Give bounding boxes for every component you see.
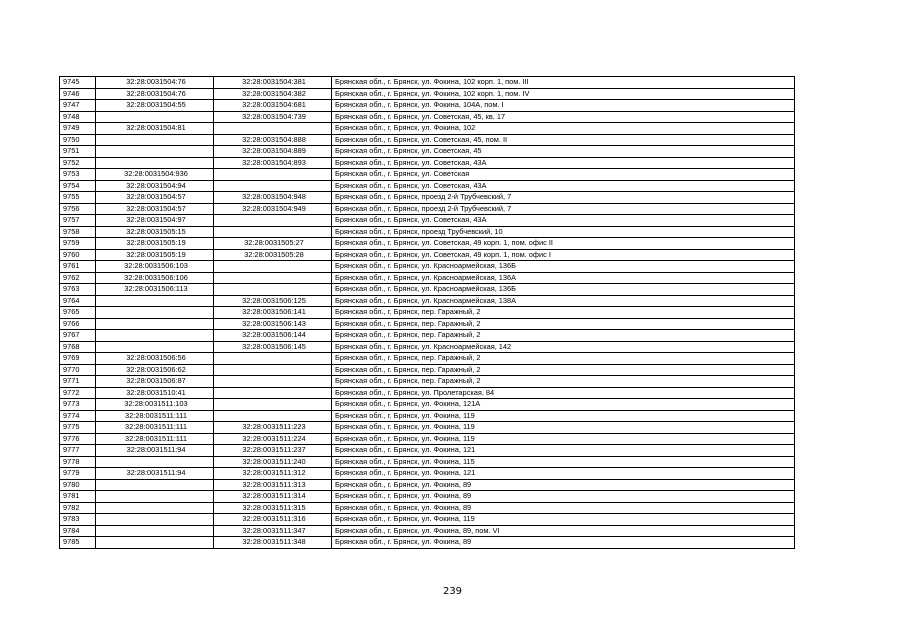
cadastral-number-cell: 32:28:0031504:57 [96,203,214,215]
row-number-cell: 9763 [60,284,96,296]
address-cell: Брянская обл., г. Брянск, ул. Красноармейская, 142 [332,341,795,353]
table-row [60,468,795,480]
row-number-cell: 9746 [60,88,96,100]
table-row [60,272,795,284]
cadastral-number-cell: 32:28:0031504:97 [96,215,214,227]
table-row [60,180,795,192]
cadastral-number-cell: 32:28:0031504:81 [96,123,214,135]
object-cadastral-number-cell: 32:28:0031504:382 [214,88,332,100]
cadastral-number-cell [96,491,214,503]
cadastral-number-cell [96,456,214,468]
cadastral-number-cell: 32:28:0031504:57 [96,192,214,204]
row-number-cell: 9761 [60,261,96,273]
row-number-cell: 9762 [60,272,96,284]
address-cell: Брянская обл., г. Брянск, ул. Фокина, 89 [332,479,795,491]
address-cell: Брянская обл., г. Брянск, проезд Трубчевский, 10 [332,226,795,238]
object-cadastral-number-cell [214,364,332,376]
cadastral-table [59,76,795,549]
cadastral-number-cell: 32:28:0031506:113 [96,284,214,296]
cadastral-number-cell: 32:28:0031511:111 [96,433,214,445]
table-row [60,157,795,169]
table-row [60,111,795,123]
row-number-cell: 9773 [60,399,96,411]
object-cadastral-number-cell: 32:28:0031506:125 [214,295,332,307]
object-cadastral-number-cell [214,353,332,365]
object-cadastral-number-cell [214,410,332,422]
row-number-cell: 9754 [60,180,96,192]
row-number-cell: 9753 [60,169,96,181]
row-number-cell: 9768 [60,341,96,353]
object-cadastral-number-cell: 32:28:0031511:223 [214,422,332,434]
row-number-cell: 9775 [60,422,96,434]
table-row [60,215,795,227]
row-number-cell: 9757 [60,215,96,227]
table-row [60,100,795,112]
object-cadastral-number-cell [214,284,332,296]
row-number-cell: 9747 [60,100,96,112]
table-row [60,226,795,238]
cadastral-number-cell: 32:28:0031504:76 [96,77,214,89]
cadastral-number-cell [96,111,214,123]
table-row [60,399,795,411]
table-row [60,445,795,457]
row-number-cell: 9764 [60,295,96,307]
table-row [60,203,795,215]
address-cell: Брянская обл., г. Брянск, ул. Советская, 45, пом. II [332,134,795,146]
address-cell: Брянская обл., г. Брянск, ул. Советская, 45 [332,146,795,158]
address-cell: Брянская обл., г. Брянск, ул. Советская, 43А [332,157,795,169]
object-cadastral-number-cell: 32:28:0031504:889 [214,146,332,158]
address-cell: Брянская обл., г. Брянск, ул. Советская [332,169,795,181]
address-cell: Брянская обл., г. Брянск, ул. Красноармейская, 136А [332,272,795,284]
address-cell: Брянская обл., г. Брянск, ул. Пролетарская, 84 [332,387,795,399]
table-row [60,387,795,399]
cadastral-number-cell [96,318,214,330]
row-number-cell: 9785 [60,537,96,549]
cadastral-number-cell: 32:28:0031506:56 [96,353,214,365]
row-number-cell: 9780 [60,479,96,491]
cadastral-number-cell [96,330,214,342]
address-cell: Брянская обл., г. Брянск, ул. Фокина, 102 корп. 1, пом. III [332,77,795,89]
object-cadastral-number-cell: 32:28:0031511:316 [214,514,332,526]
row-number-cell: 9756 [60,203,96,215]
row-number-cell: 9769 [60,353,96,365]
table-row [60,502,795,514]
table-row [60,537,795,549]
cadastral-number-cell [96,537,214,549]
address-cell: Брянская обл., г. Брянск, ул. Фокина, 102 [332,123,795,135]
object-cadastral-number-cell [214,272,332,284]
row-number-cell: 9745 [60,77,96,89]
table-row [60,479,795,491]
cadastral-number-cell: 32:28:0031505:19 [96,249,214,261]
cadastral-number-cell: 32:28:0031504:936 [96,169,214,181]
table-row [60,422,795,434]
row-number-cell: 9777 [60,445,96,457]
object-cadastral-number-cell: 32:28:0031504:949 [214,203,332,215]
table-body [60,77,795,549]
cadastral-number-cell: 32:28:0031505:19 [96,238,214,250]
object-cadastral-number-cell: 32:28:0031511:312 [214,468,332,480]
cadastral-number-cell: 32:28:0031506:62 [96,364,214,376]
table-row [60,525,795,537]
row-number-cell: 9748 [60,111,96,123]
address-cell: Брянская обл., г. Брянск, пер. Гаражный, 2 [332,307,795,319]
cadastral-number-cell [96,502,214,514]
table-row [60,433,795,445]
table-row [60,146,795,158]
table-row [60,261,795,273]
table-row [60,192,795,204]
table-row [60,376,795,388]
table-row [60,88,795,100]
address-cell: Брянская обл., г. Брянск, ул. Советская, 43А [332,180,795,192]
table-row [60,514,795,526]
cadastral-number-cell [96,525,214,537]
address-cell: Брянская обл., г. Брянск, пер. Гаражный, 2 [332,330,795,342]
table-row [60,491,795,503]
object-cadastral-number-cell: 32:28:0031505:28 [214,249,332,261]
cadastral-number-cell: 32:28:0031511:94 [96,445,214,457]
cadastral-number-cell: 32:28:0031511:94 [96,468,214,480]
address-cell: Брянская обл., г. Брянск, ул. Фокина, 102 корп. 1, пом. IV [332,88,795,100]
row-number-cell: 9750 [60,134,96,146]
table-row [60,249,795,261]
address-cell: Брянская обл., г. Брянск, пер. Гаражный, 2 [332,353,795,365]
object-cadastral-number-cell: 32:28:0031511:314 [214,491,332,503]
row-number-cell: 9751 [60,146,96,158]
cadastral-number-cell: 32:28:0031505:15 [96,226,214,238]
row-number-cell: 9774 [60,410,96,422]
table-row [60,284,795,296]
row-number-cell: 9779 [60,468,96,480]
object-cadastral-number-cell: 32:28:0031511:240 [214,456,332,468]
address-cell: Брянская обл., г. Брянск, ул. Фокина, 121 [332,468,795,480]
row-number-cell: 9759 [60,238,96,250]
object-cadastral-number-cell: 32:28:0031511:315 [214,502,332,514]
table-row [60,295,795,307]
row-number-cell: 9784 [60,525,96,537]
table-row [60,330,795,342]
row-number-cell: 9766 [60,318,96,330]
address-cell: Брянская обл., г. Брянск, ул. Советская, 45, кв. 17 [332,111,795,123]
cadastral-number-cell: 32:28:0031511:103 [96,399,214,411]
cadastral-number-cell [96,341,214,353]
object-cadastral-number-cell [214,215,332,227]
row-number-cell: 9778 [60,456,96,468]
row-number-cell: 9770 [60,364,96,376]
cadastral-number-cell: 32:28:0031504:94 [96,180,214,192]
address-cell: Брянская обл., г. Брянск, ул. Красноармейская, 136Б [332,284,795,296]
object-cadastral-number-cell [214,387,332,399]
address-cell: Брянская обл., г. Брянск, ул. Фокина, 115 [332,456,795,468]
object-cadastral-number-cell: 32:28:0031504:948 [214,192,332,204]
object-cadastral-number-cell: 32:28:0031506:143 [214,318,332,330]
table-row [60,307,795,319]
row-number-cell: 9783 [60,514,96,526]
cadastral-number-cell [96,514,214,526]
table-row [60,318,795,330]
cadastral-number-cell: 32:28:0031506:103 [96,261,214,273]
row-number-cell: 9755 [60,192,96,204]
object-cadastral-number-cell [214,261,332,273]
table-row [60,353,795,365]
address-cell: Брянская обл., г. Брянск, ул. Фокина, 121А [332,399,795,411]
object-cadastral-number-cell [214,399,332,411]
object-cadastral-number-cell: 32:28:0031504:739 [214,111,332,123]
address-cell: Брянская обл., г. Брянск, ул. Фокина, 89 [332,491,795,503]
address-cell: Брянская обл., г. Брянск, ул. Фокина, 119 [332,422,795,434]
cadastral-number-cell [96,295,214,307]
object-cadastral-number-cell: 32:28:0031506:141 [214,307,332,319]
object-cadastral-number-cell: 32:28:0031504:893 [214,157,332,169]
table-row [60,169,795,181]
object-cadastral-number-cell: 32:28:0031511:237 [214,445,332,457]
row-number-cell: 9752 [60,157,96,169]
address-cell: Брянская обл., г. Брянск, ул. Советская, 49 корп. 1, пом. офис II [332,238,795,250]
address-cell: Брянская обл., г. Брянск, ул. Фокина, 119 [332,514,795,526]
row-number-cell: 9782 [60,502,96,514]
object-cadastral-number-cell [214,123,332,135]
row-number-cell: 9781 [60,491,96,503]
row-number-cell: 9772 [60,387,96,399]
address-cell: Брянская обл., г. Брянск, пер. Гаражный, 2 [332,364,795,376]
table-row [60,134,795,146]
table-row [60,341,795,353]
cadastral-number-cell [96,307,214,319]
address-cell: Брянская обл., г. Брянск, ул. Фокина, 104А, пом. I [332,100,795,112]
row-number-cell: 9776 [60,433,96,445]
object-cadastral-number-cell: 32:28:0031506:145 [214,341,332,353]
address-cell: Брянская обл., г. Брянск, проезд 2-й Трубчевский, 7 [332,192,795,204]
row-number-cell: 9771 [60,376,96,388]
table-row [60,456,795,468]
cadastral-number-cell: 32:28:0031504:76 [96,88,214,100]
address-cell: Брянская обл., г. Брянск, проезд 2-й Трубчевский, 7 [332,203,795,215]
row-number-cell: 9767 [60,330,96,342]
table-row [60,364,795,376]
page-number: 239 [442,586,463,597]
cadastral-number-cell: 32:28:0031511:111 [96,410,214,422]
object-cadastral-number-cell: 32:28:0031504:681 [214,100,332,112]
cadastral-number-cell: 32:28:0031506:87 [96,376,214,388]
address-cell: Брянская обл., г. Брянск, ул. Фокина, 121 [332,445,795,457]
object-cadastral-number-cell [214,376,332,388]
object-cadastral-number-cell [214,169,332,181]
address-cell: Брянская обл., г. Брянск, ул. Красноармейская, 138А [332,295,795,307]
row-number-cell: 9749 [60,123,96,135]
address-cell: Брянская обл., г. Брянск, пер. Гаражный, 2 [332,318,795,330]
object-cadastral-number-cell: 32:28:0031504:888 [214,134,332,146]
cadastral-number-cell [96,134,214,146]
object-cadastral-number-cell: 32:28:0031511:348 [214,537,332,549]
table-row [60,238,795,250]
cadastral-number-cell: 32:28:0031504:55 [96,100,214,112]
object-cadastral-number-cell: 32:28:0031511:347 [214,525,332,537]
address-cell: Брянская обл., г. Брянск, ул. Фокина, 119 [332,433,795,445]
address-cell: Брянская обл., г. Брянск, ул. Фокина, 89 [332,537,795,549]
object-cadastral-number-cell: 32:28:0031511:313 [214,479,332,491]
object-cadastral-number-cell: 32:28:0031504:381 [214,77,332,89]
cadastral-number-cell [96,146,214,158]
cadastral-number-cell [96,157,214,169]
address-cell: Брянская обл., г. Брянск, ул. Советская, 43А [332,215,795,227]
cadastral-number-cell: 32:28:0031506:106 [96,272,214,284]
address-cell: Брянская обл., г. Брянск, ул. Фокина, 119 [332,410,795,422]
object-cadastral-number-cell [214,226,332,238]
cadastral-number-cell: 32:28:0031510:41 [96,387,214,399]
address-cell: Брянская обл., г. Брянск, ул. Советская, 49 корп. 1, пом. офис I [332,249,795,261]
row-number-cell: 9758 [60,226,96,238]
address-cell: Брянская обл., г. Брянск, пер. Гаражный, 2 [332,376,795,388]
address-cell: Брянская обл., г. Брянск, ул. Фокина, 89, пом. VI [332,525,795,537]
address-cell: Брянская обл., г. Брянск, ул. Красноармейская, 136Б [332,261,795,273]
object-cadastral-number-cell: 32:28:0031505:27 [214,238,332,250]
object-cadastral-number-cell: 32:28:0031511:224 [214,433,332,445]
cadastral-number-cell: 32:28:0031511:111 [96,422,214,434]
object-cadastral-number-cell [214,180,332,192]
table-row [60,77,795,89]
address-cell: Брянская обл., г. Брянск, ул. Фокина, 89 [332,502,795,514]
table-row [60,123,795,135]
row-number-cell: 9765 [60,307,96,319]
table-row [60,410,795,422]
row-number-cell: 9760 [60,249,96,261]
object-cadastral-number-cell: 32:28:0031506:144 [214,330,332,342]
cadastral-number-cell [96,479,214,491]
